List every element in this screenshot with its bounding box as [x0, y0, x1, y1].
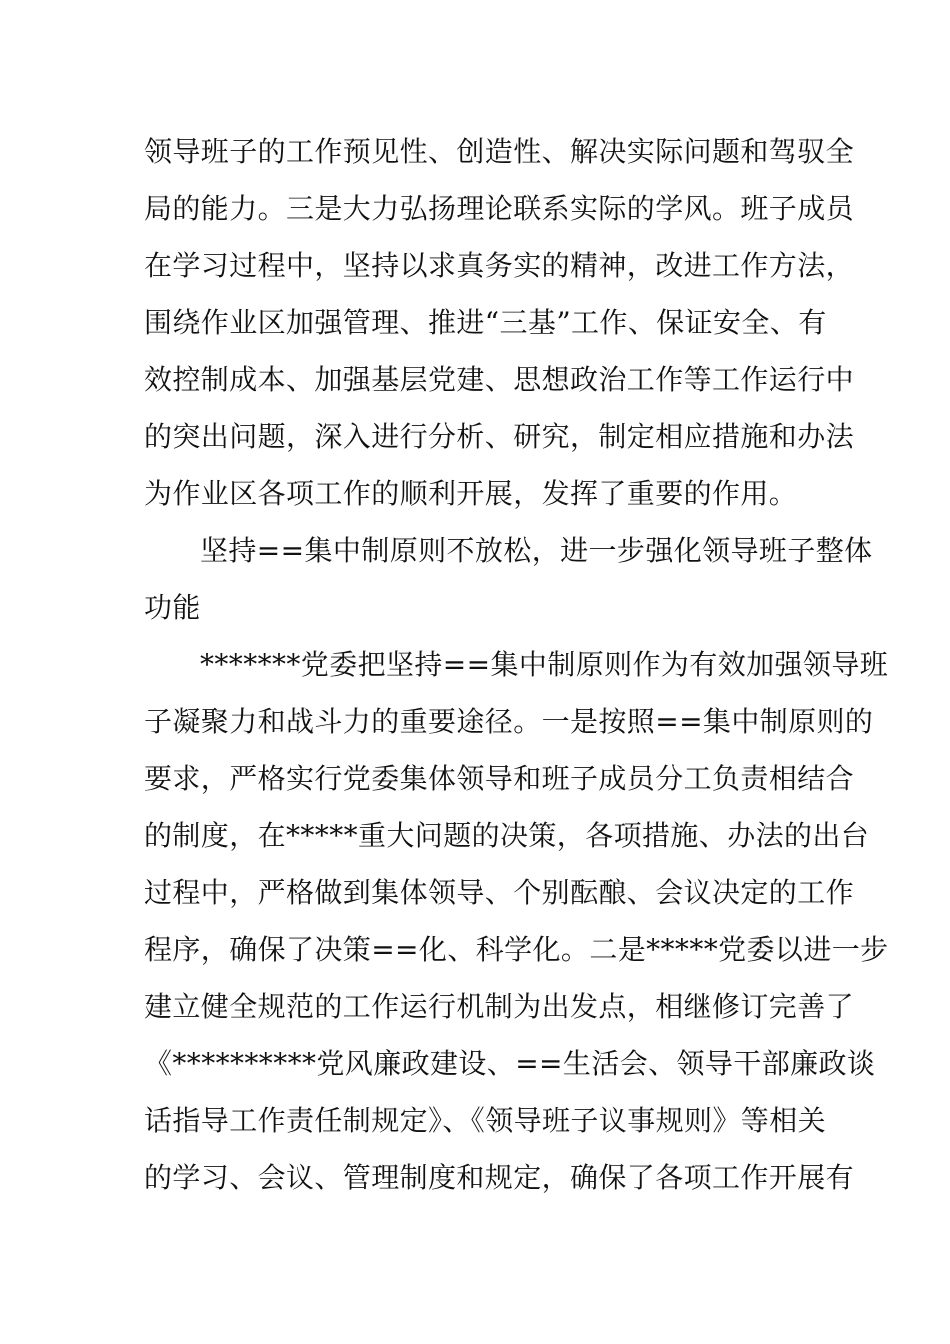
text-line: 的突出问题，深入进行分析、研究，制定相应措施和办法 — [144, 420, 855, 453]
section-heading-line: 坚持==集中制原则不放松，进一步强化领导班子整体 — [200, 534, 873, 567]
text-line: 子凝聚力和战斗力的重要途径。一是按照==集中制原则的 — [144, 705, 874, 738]
text-line: 效控制成本、加强基层党建、思想政治工作等工作运行中 — [144, 363, 855, 396]
text-line: 过程中，严格做到集体领导、个别酝酿、会议决定的工作 — [144, 876, 855, 909]
section-heading-line: 功能 — [144, 591, 201, 624]
text-line: *******党委把坚持==集中制原则作为有效加强领导班 — [200, 648, 889, 681]
text-line: 要求，严格实行党委集体领导和班子成员分工负责相结合 — [144, 762, 855, 795]
text-line: 的制度，在*****重大问题的决策，各项措施、办法的出台 — [144, 819, 870, 852]
text-line: 领导班子的工作预见性、创造性、解决实际问题和驾驭全 — [144, 135, 855, 168]
text-line: 的学习、会议、管理制度和规定，确保了各项工作开展有 — [144, 1161, 855, 1194]
text-line: 建立健全规范的工作运行机制为出发点，相继修订完善了 — [144, 990, 855, 1023]
text-line: 《**********党风廉政建设、==生活会、领导干部廉政谈 — [144, 1047, 876, 1080]
text-line: 局的能力。三是大力弘扬理论联系实际的学风。班子成员 — [144, 192, 855, 225]
text-line: 话指导工作责任制规定》、《领导班子议事规则》等相关 — [144, 1104, 827, 1137]
text-line: 围绕作业区加强管理、推进“三基”工作、保证安全、有 — [144, 306, 827, 339]
text-line: 为作业区各项工作的顺利开展，发挥了重要的作用。 — [144, 477, 798, 510]
text-line: 在学习过程中，坚持以求真务实的精神，改进工作方法， — [144, 249, 855, 282]
text-line: 程序，确保了决策==化、科学化。二是*****党委以进一步 — [144, 933, 889, 966]
